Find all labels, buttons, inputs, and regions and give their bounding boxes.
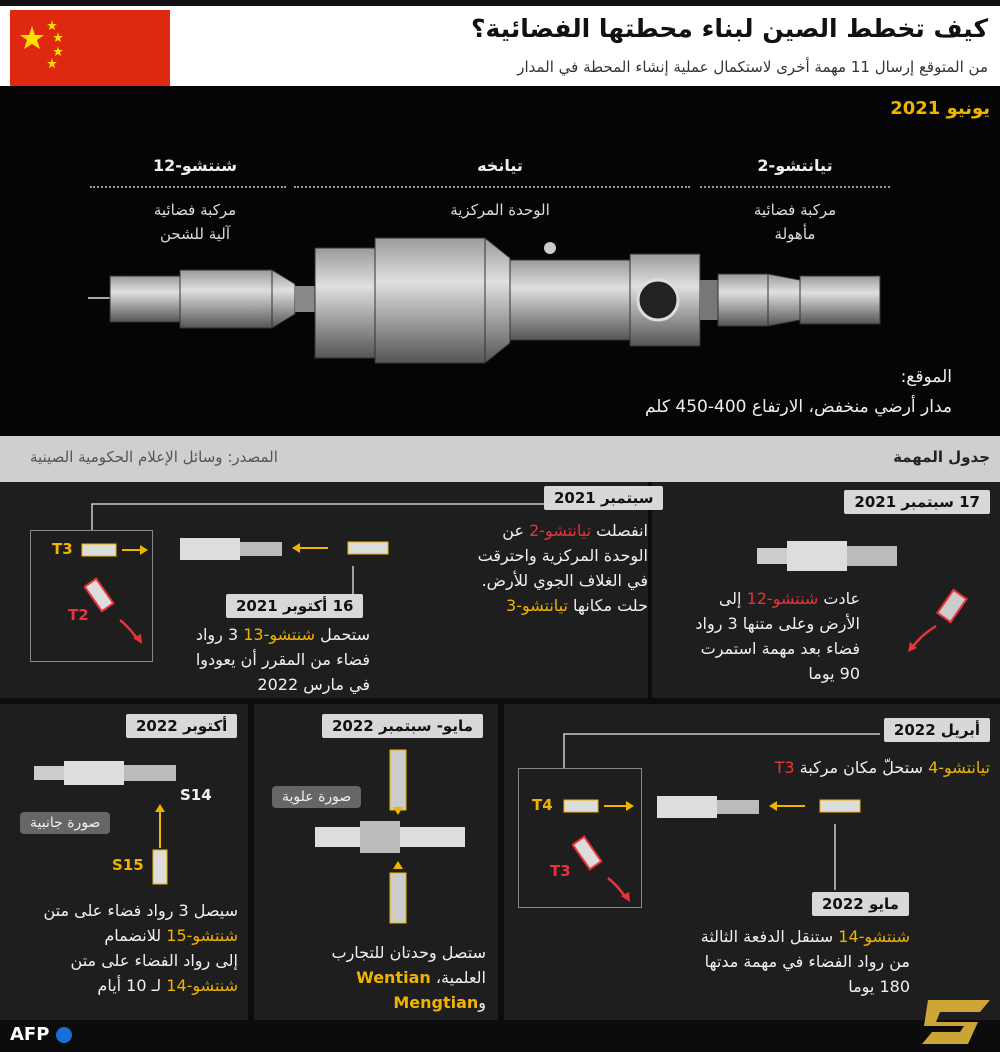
module-title-tianhe: تيانخه [477, 156, 523, 175]
panel3-date2: مايو 2022 [812, 892, 909, 916]
panel1-date: 17 سبتمبر 2021 [844, 490, 990, 514]
shenzhou14-highlight: شنتشو-14 [166, 976, 238, 995]
connector-line [830, 824, 840, 890]
mengtian-highlight: Mengtian [393, 993, 479, 1012]
text-span: العلمية، [430, 968, 486, 987]
shenzhou12-return-icon [900, 586, 980, 656]
text-line: ستصل وحدتان للتجارب [331, 943, 486, 962]
text-line: من رواد الفضاء في مهمة مدتها [704, 952, 910, 971]
t3-highlight: T3 [774, 758, 795, 777]
panel5-text [10, 898, 238, 998]
agency-name: AFP [10, 1024, 50, 1045]
shenzhou12-highlight: شنتشو-12 [746, 589, 819, 608]
tag-s14: S14 [180, 786, 212, 804]
module-desc-line: الوحدة المركزية [450, 201, 550, 219]
text-span: ستحمل [314, 625, 370, 644]
afp-logo [10, 1024, 72, 1045]
page-title: كيف تخطط الصين لبناء محطتها الفضائية؟ [471, 14, 988, 43]
arrow-up-icon [150, 800, 170, 850]
panel4-date: مايو- سبتمبر 2022 [322, 714, 483, 738]
schedule-label: جدول المهمة [893, 448, 990, 466]
text-span: عادت [818, 589, 860, 608]
station-side-view-icon [32, 758, 182, 788]
panel3-text2 [610, 924, 910, 999]
station-approach-icon [178, 530, 398, 564]
text-line: فضاء من المقرر أن يعودوا [195, 650, 370, 669]
text-span: لـ 10 أيام [97, 976, 167, 995]
module-desc-line: مأهولة [774, 225, 816, 243]
shenzhou15-highlight: شنتشو-15 [166, 926, 238, 945]
text-span: حلت مكانها [567, 596, 648, 615]
text-span: عن [502, 521, 530, 540]
module-title-tianzhou2: تيانتشو-2 [757, 156, 833, 175]
top-bar [0, 0, 1000, 6]
top-view-label: صورة علوية [272, 786, 361, 808]
station-top-view-icon [300, 745, 470, 925]
divider-dots [294, 186, 690, 188]
source-label: المصدر: وسائل الإعلام الحكومية الصينية [30, 448, 278, 466]
location-label: الموقع: [900, 367, 952, 387]
text-span: إلى [718, 589, 747, 608]
t2-ship-icon [84, 576, 154, 646]
location-value: مدار أرضي منخفض، الارتفاع 400-450 كلم [644, 397, 952, 417]
shenzhou15-ship-icon [150, 848, 170, 888]
module-desc-line: مركبة فضائية [753, 201, 837, 219]
panel2-date2: 16 أكتوبر 2021 [226, 594, 363, 618]
divider-dots [700, 186, 890, 188]
t3-ship-icon [572, 834, 642, 904]
t4-ship-icon [562, 794, 638, 818]
text-line: في الغلاف الجوي للأرض. [481, 571, 648, 590]
side-view-label: صورة جانبية [20, 812, 110, 834]
panel2-text2 [170, 622, 370, 697]
wentian-highlight: Wentian [356, 968, 431, 987]
location-block [645, 362, 952, 422]
tag-t3: T3 [52, 540, 73, 558]
text-span: ستنقل الدفعة الثالثة [700, 927, 839, 946]
afp-dot-icon [56, 1027, 72, 1043]
panel2-text [438, 518, 648, 618]
panel2-date: سبتمبر 2021 [544, 486, 663, 510]
text-line: 180 يوما [848, 977, 910, 996]
station-approach-icon [655, 788, 865, 824]
text-line: الوحدة المركزية واحترقت [477, 546, 648, 565]
shenzhou13-highlight: شنتشو-13 [243, 625, 315, 644]
connector-line [348, 566, 358, 596]
tianzhou2-highlight: تيانتشو-2 [529, 521, 592, 540]
text-line: الأرض وعلى متنها 3 رواد [695, 614, 860, 633]
t3-ship-icon [80, 538, 150, 562]
tianzhou4-highlight: تيانتشو-4 [928, 758, 990, 777]
module-desc-line: مركبة فضائية [153, 201, 237, 219]
text-line: في مارس 2022 [257, 675, 370, 694]
text-span: 3 رواد [195, 625, 244, 644]
text-line: إلى رواد الفضاء على متن [70, 951, 238, 970]
tag-s15: S15 [112, 856, 144, 874]
text-span: و [478, 993, 486, 1012]
tianzhou3-highlight: تيانتشو-3 [506, 596, 568, 615]
tag-t2: T2 [68, 606, 89, 624]
panel4-text [266, 940, 486, 1015]
module-title-shenzhou12: شنتشو-12 [152, 156, 237, 175]
hero-date: يونيو 2021 [890, 98, 990, 119]
shenzhou14-highlight: شنتشو-14 [838, 927, 910, 946]
panel3-date: أبريل 2022 [884, 718, 990, 742]
tag-t4: T4 [532, 796, 553, 814]
module-desc-tianhe [405, 198, 595, 222]
panel3-text [690, 755, 990, 780]
panel1-text [640, 586, 860, 686]
page-subtitle: من المتوقع إرسال 11 مهمة أخرى لاستكمال عملية إنشاء المحطة في المدار [517, 58, 988, 76]
text-line: فضاء بعد مهمة استمرت [700, 639, 860, 658]
space-station-illustration [80, 228, 900, 378]
text-line: 90 يوما [808, 664, 860, 683]
text-line: سيصل 3 رواد فضاء على متن [43, 901, 238, 920]
text-span: للانضمام [104, 926, 167, 945]
watermark-logo-icon [920, 996, 995, 1048]
divider-dots [90, 186, 286, 188]
footer-bar [0, 1020, 1000, 1052]
panel5-date: أكتوبر 2022 [126, 714, 237, 738]
text-span: ستحلّ مكان مركبة [794, 758, 929, 777]
tag-t3: T3 [550, 862, 571, 880]
text-span: انفصلت [591, 521, 648, 540]
station-mini-icon [752, 536, 902, 576]
module-desc-line: آلية للشحن [159, 225, 231, 243]
